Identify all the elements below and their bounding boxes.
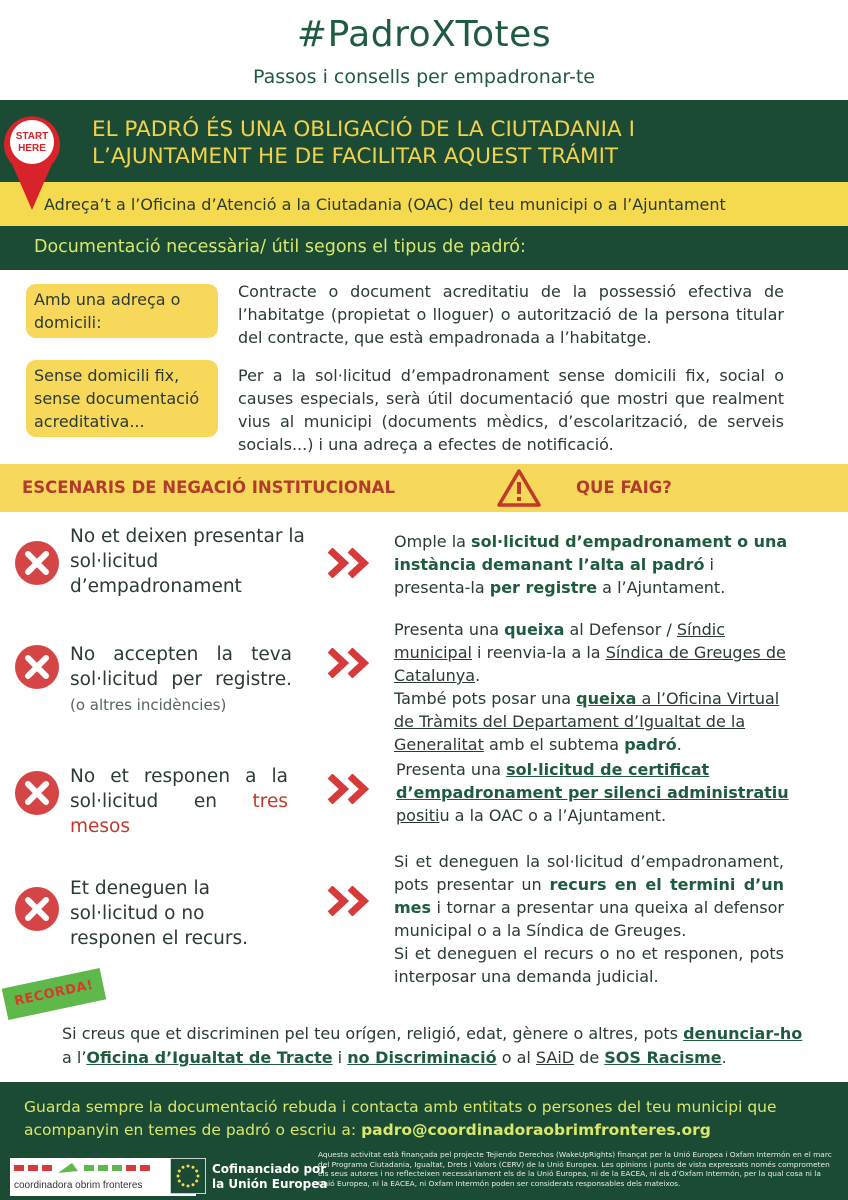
answer-text: u a la OAC o a l’Ajuntament. xyxy=(439,806,667,825)
cofinanciado-text xyxy=(212,1162,327,1192)
scenario-problem-1: No et deixen presentar la sol·licitud d’empadronament xyxy=(70,526,305,597)
x-mark-icon xyxy=(14,886,60,932)
banner-line-1: EL PADRÓ ÉS UNA OBLIGACIÓ DE LA CIUTADANIA I xyxy=(92,117,635,142)
scenarios-heading-right: QUE FAIG? xyxy=(576,478,672,497)
answer-text: Si et deneguen la sol·licitud d’empadronament, pots presentar un xyxy=(394,852,784,894)
positiu-link[interactable]: positi xyxy=(396,806,440,825)
footer-text: Guarda sempre la documentació rebuda i contacta amb entitats o persones del teu municipi que acompanyin en temes de padró o escriu a: xyxy=(24,1098,777,1139)
scenario-answer-1 xyxy=(394,530,794,599)
answer-bold: recurs en el termini d’un mes xyxy=(394,875,785,917)
pin-text-start: START xyxy=(15,131,49,142)
scenario-answer-3 xyxy=(396,758,796,827)
said-link[interactable]: SAiD xyxy=(535,1048,575,1067)
oficina-igualtat-link[interactable]: Oficina d’Igualtat de Tracte xyxy=(86,1048,333,1067)
scenario-problem-3 xyxy=(70,764,288,839)
answer-text: . xyxy=(676,735,682,754)
certificat-link[interactable]: sol·licitud de certificat d’empadronament per silenci administratiu xyxy=(396,760,789,802)
docs-heading-band xyxy=(0,226,848,270)
x-mark-icon xyxy=(14,770,60,816)
doc-label-address: Amb una adreça o domicili: xyxy=(26,284,218,338)
recorda-text-part: . xyxy=(721,1048,727,1067)
answer-text: a l’Ajuntament. xyxy=(597,578,726,597)
warning-icon xyxy=(496,468,542,508)
page-title: #PadroXTotes xyxy=(296,14,552,55)
answer-text: Presenta una xyxy=(396,760,507,779)
contact-email-link[interactable]: padro@coordinadoraobrimfronteres.org xyxy=(361,1121,711,1139)
answer-text: Si et deneguen el recurs o no et responen, pots interposar una demanda judicial. xyxy=(394,944,784,986)
answer-text: i presenta-la xyxy=(394,555,714,597)
problem-note: (o altres incidències) xyxy=(70,696,227,714)
recorda-badge: RECORDA! xyxy=(2,968,106,1020)
cofin-line-2: la Unión Europea xyxy=(212,1177,328,1191)
scenarios-heading-left: ESCENARIS DE NEGACIÓ INSTITUCIONAL xyxy=(22,478,395,497)
banner-line-2: L’AJUNTAMENT HE DE FACILITAR AQUEST TRÁMIT xyxy=(92,144,619,169)
sindic-municipal-link[interactable]: Síndic municipal xyxy=(394,620,725,662)
x-mark-icon xyxy=(14,644,60,690)
page-subtitle: Passos i consells per empadronar-te xyxy=(253,66,595,88)
eu-flag-icon xyxy=(170,1158,206,1194)
sindica-greuges-link[interactable]: Síndica de Greuges de Catalunya xyxy=(394,643,786,685)
doc-text-no-address: Per a la sol·licitud d’empadronament sense domicili fix, social o causes especials, serà útil documentació que mostri que realment vius al municipi (documents mèdics, d’escolarització, de serveis socials...) i una adreça a efectes de notificació. xyxy=(238,366,784,454)
answer-text: . xyxy=(475,666,481,685)
problem-text: No et responen a la sol·licitud en xyxy=(70,766,288,812)
recorda-text-part: Si creus que et discriminen pel teu orígen, religió, edat, gènere o altres, pots xyxy=(62,1024,684,1043)
recorda-text xyxy=(62,1022,814,1070)
coordinadora-logo xyxy=(10,1158,196,1196)
start-here-pin-icon xyxy=(4,112,60,212)
problem-highlight: tres mesos xyxy=(70,791,288,837)
doc-label-no-address: Sense domicili fix, sense documentació acreditativa... xyxy=(26,360,218,437)
double-chevron-icon xyxy=(326,886,374,916)
sos-racisme-link[interactable]: SOS Racisme xyxy=(604,1048,722,1067)
oficina-virtual-link[interactable]: a l’Oficina Virtual de Tràmits del Departament d’Igualtat de la Generalitat xyxy=(394,689,780,754)
answer-text: Presenta una xyxy=(394,620,505,639)
problem-text: No accepten la teva sol·licitud per registre. xyxy=(70,644,292,690)
answer-text: També pots posar una xyxy=(394,689,577,708)
answer-bold: per registre xyxy=(489,578,598,597)
x-mark-icon xyxy=(14,540,60,586)
recorda-text-part: i xyxy=(332,1048,348,1067)
queixa-link[interactable]: queixa xyxy=(576,689,637,708)
logo-stripes-icon xyxy=(14,1161,164,1179)
scenario-problem-2 xyxy=(70,642,292,718)
scenario-answer-2 xyxy=(394,618,798,756)
answer-text: i reenvia-la a la xyxy=(471,643,606,662)
doc-text-address: Contracte o document acreditatiu de la possessió efectiva de l’habitatge (propietat o lloguer) o autorització de la persona titular del contracte, que està empadronada a l’habitatge. xyxy=(238,282,784,347)
answer-bold: queixa xyxy=(504,620,565,639)
no-discriminacio-link[interactable]: no Discriminació xyxy=(347,1048,497,1067)
double-chevron-icon xyxy=(326,548,374,578)
scenario-problem-4: Et deneguen la sol·licitud o no responen el recurs. xyxy=(70,878,248,949)
double-chevron-icon xyxy=(326,648,374,678)
recorda-text-part: a l’ xyxy=(62,1048,87,1067)
docs-heading: Documentació necessària/ útil segons el tipus de padró: xyxy=(34,237,526,257)
answer-text: amb el subtema xyxy=(483,735,625,754)
answer-bold: sol·licitud d’empadronament o una instància demanant l’alta al padró xyxy=(394,532,788,574)
obligation-banner xyxy=(0,100,848,182)
pin-text-here: HERE xyxy=(18,143,46,154)
denunciar-link[interactable]: denunciar-ho xyxy=(683,1024,803,1043)
scenario-answer-4 xyxy=(394,850,784,988)
recorda-text-part: de xyxy=(574,1048,605,1067)
funding-disclaimer: Aquesta activitat està finançada pel projecte Tejiendo Derechos (WakeUpRights) finançat per la Unió Europea i Oxfam Intermón en el marc del Programa Ciutadania, Igualtat, Drets i Valors (CERV) de la Unió Europea. Les opinions i punts de vista expressats només comprometen els seus autores i no reflecteixen necessàriament els de la Unió Europea, ni de la EACEA, ni els d’Oxfam Intermón, per la qual cosa ni la Unió Europea, ni la EACEA, ni Oxfam Intermón poden ser considerats responsables dels mateixos. xyxy=(318,1150,832,1188)
cofin-line-1: Cofinanciado por xyxy=(212,1162,327,1176)
double-chevron-icon xyxy=(326,774,374,804)
footer-guarda-text xyxy=(24,1096,824,1142)
step-band xyxy=(0,182,848,226)
scenarios-heading-band xyxy=(0,464,848,512)
answer-text: Omple la xyxy=(394,532,472,551)
answer-bold: padró xyxy=(624,735,677,754)
step-text: Adreça’t a l’Oficina d’Atenció a la Ciutadania (OAC) del teu municipi o a l’Ajuntament xyxy=(44,195,726,214)
logo-text: coordinadora obrim fronteres xyxy=(14,1180,143,1191)
answer-text: i tornar a presentar una queixa al defensor municipal o a la Síndica de Greuges. xyxy=(394,898,784,940)
recorda-text-part: o al xyxy=(496,1048,536,1067)
answer-text: al Defensor / xyxy=(564,620,677,639)
